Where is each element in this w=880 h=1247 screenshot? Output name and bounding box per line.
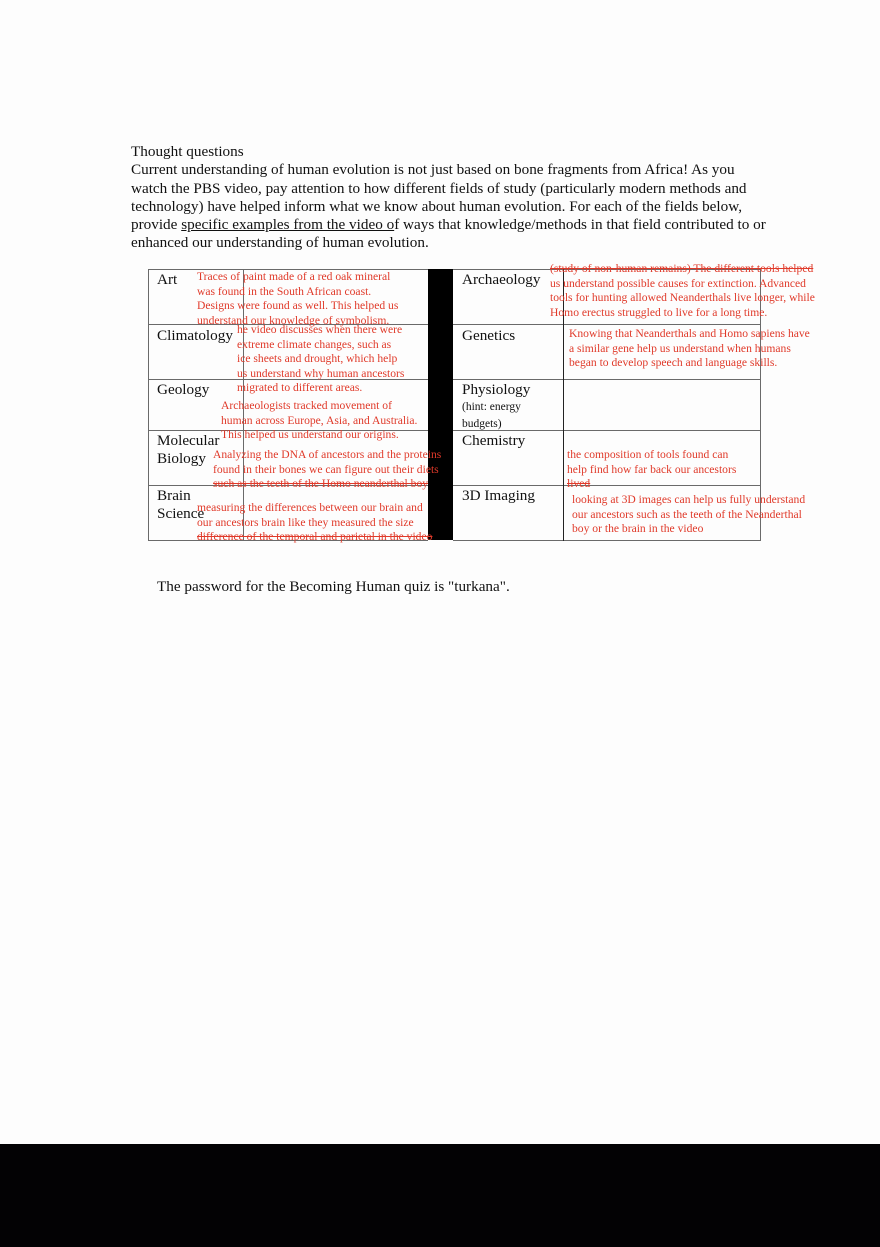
answer-line: (study of non-human remains) The different tools helped bbox=[550, 262, 814, 275]
field-label-line: Brain bbox=[157, 487, 191, 504]
intro-text: Current understanding of human evolution is not just based on bone fragments from Africa! As you watch the PBS video, pay attention to how different fields of study (particularly modern methods and technology) have helped inform what we know about human evolution. For each of the fields below, provide bbox=[131, 161, 747, 234]
answer-molecular-biology[interactable] bbox=[213, 448, 441, 492]
answer-3d-imaging[interactable] bbox=[572, 493, 805, 537]
field-label-line: Science bbox=[157, 505, 205, 523]
answer-line: such as the teeth of the Homo neanderthal boy bbox=[213, 477, 429, 490]
answer-genetics[interactable] bbox=[569, 327, 810, 371]
answer-chemistry[interactable] bbox=[567, 448, 736, 492]
field-label-genetics: Genetics bbox=[462, 327, 516, 344]
field-label-line: Biology bbox=[157, 450, 206, 468]
answer-line: our ancestors brain like they measured the size bbox=[197, 515, 414, 529]
answer-line: lived bbox=[567, 477, 591, 490]
answer-physiology-empty[interactable] bbox=[566, 380, 756, 428]
answer-line: extreme climate changes, such as bbox=[237, 337, 392, 351]
answer-archaeology[interactable] bbox=[550, 262, 815, 320]
answer-line: Homo erectus struggled to live for a long time. bbox=[550, 305, 768, 319]
answer-line: ice sheets and drought, which help bbox=[237, 352, 398, 365]
field-label-art: Art bbox=[157, 271, 178, 288]
answer-geology[interactable] bbox=[221, 399, 417, 443]
bottom-black-band bbox=[0, 1144, 880, 1247]
intro-section bbox=[131, 143, 771, 253]
table-row-divider bbox=[453, 324, 760, 325]
answer-line: boy or the brain in the video bbox=[572, 522, 704, 535]
answer-line: tools for hunting allowed Neanderthals live longer, while bbox=[550, 291, 815, 304]
table-border bbox=[148, 269, 149, 541]
answer-line: us understand why human ancestors bbox=[237, 366, 405, 380]
answer-brain-science[interactable] bbox=[197, 501, 432, 545]
answer-line: human across Europe, Asia, and Australia. bbox=[221, 413, 418, 427]
field-label-climatology: Climatology bbox=[157, 327, 233, 344]
answer-line: difference of the temporal and parietal in the video bbox=[197, 530, 433, 543]
intro-text-end: f ways that knowledge/methods in that field contributed to or enhanced our understanding of human evolution. bbox=[131, 216, 766, 252]
answer-line: a similar gene help us understand when humans bbox=[569, 341, 791, 355]
black-column-divider bbox=[428, 269, 453, 540]
field-label-geology: Geology bbox=[157, 381, 210, 398]
answer-line: help find how far back our ancestors bbox=[567, 462, 737, 476]
answer-line: began to develop speech and language skills. bbox=[569, 356, 778, 369]
answer-line: was found in the South African coast. bbox=[197, 284, 372, 298]
field-label-line: Molecular bbox=[157, 432, 220, 449]
field-hint: (hint: energy bbox=[462, 401, 521, 414]
answer-line: This helped us understand our origins. bbox=[221, 428, 399, 441]
password-note: The password for the Becoming Human quiz is "turkana". bbox=[157, 578, 510, 595]
answer-line: Archaeologists tracked movement of bbox=[221, 399, 392, 412]
field-label-archaeology: Archaeology bbox=[462, 271, 541, 288]
answer-line: Analyzing the DNA of ancestors and the proteins bbox=[213, 448, 442, 461]
answer-art[interactable] bbox=[197, 270, 398, 328]
answer-climatology[interactable] bbox=[237, 323, 404, 396]
answer-line: found in their bones we can figure out their diets bbox=[213, 462, 439, 476]
answer-line: Designs were found as well. This helped us bbox=[197, 299, 399, 312]
intro-underlined-text: specific examples from the video o bbox=[181, 216, 395, 234]
field-label-molecular-biology bbox=[157, 432, 219, 469]
answer-line: looking at 3D images can help us fully understand bbox=[572, 493, 806, 506]
answer-line: he video discusses when there were bbox=[237, 323, 403, 336]
field-label-chemistry: Chemistry bbox=[462, 432, 526, 449]
answer-line: the composition of tools found can bbox=[567, 448, 729, 461]
heading: Thought questions bbox=[131, 143, 244, 160]
answer-line: Knowing that Neanderthals and Homo sapiens have bbox=[569, 327, 810, 340]
field-label-physiology bbox=[462, 381, 530, 433]
answer-line: Traces of paint made of a red oak mineral bbox=[197, 270, 391, 283]
field-label-3d-imaging: 3D Imaging bbox=[462, 487, 535, 504]
answer-line: measuring the differences between our brain and bbox=[197, 501, 423, 514]
answer-line: our ancestors such as the teeth of the Neanderthal bbox=[572, 507, 802, 521]
table-border bbox=[453, 540, 760, 541]
answer-line: understand our knowledge of symbolism. bbox=[197, 313, 390, 327]
field-label-line: Physiology bbox=[462, 381, 531, 398]
answer-line: migrated to different areas. bbox=[237, 381, 363, 394]
field-hint: budgets) bbox=[462, 418, 502, 431]
answer-line: us understand possible causes for extinction. Advanced bbox=[550, 276, 806, 290]
